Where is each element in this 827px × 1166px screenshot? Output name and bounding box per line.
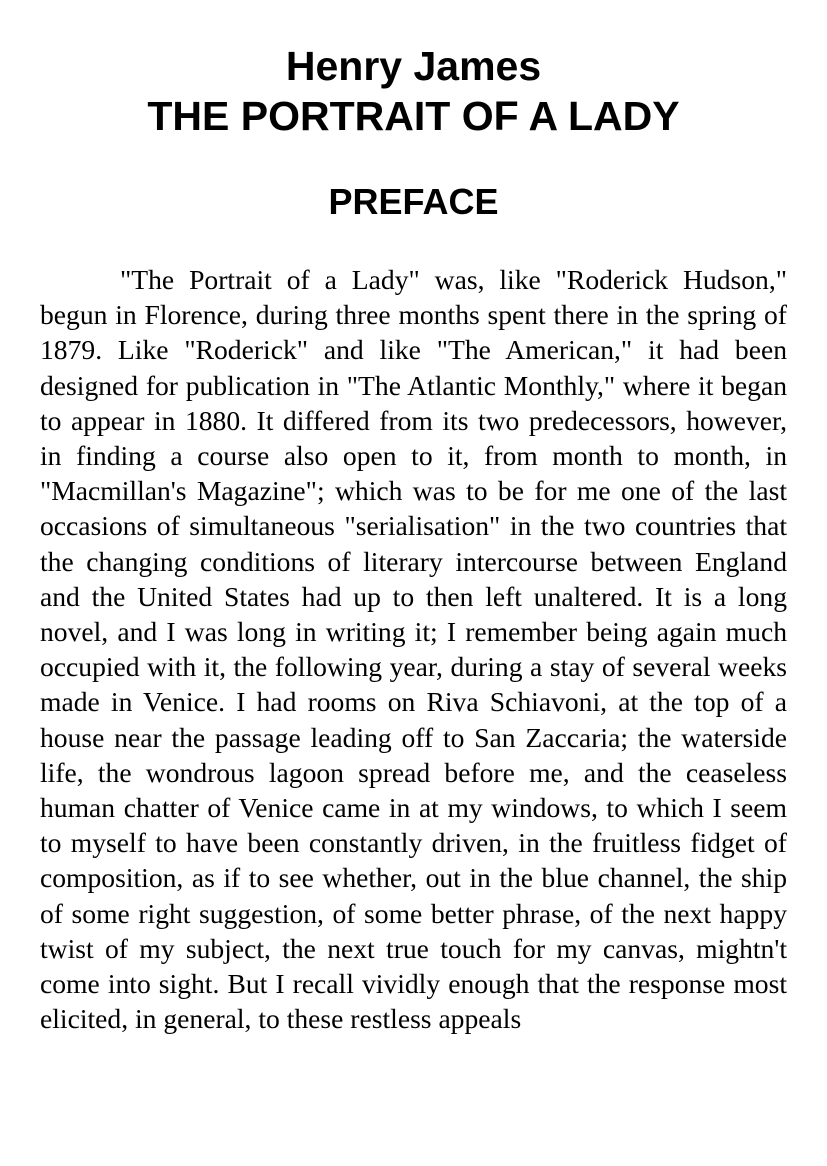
body-paragraph: "The Portrait of a Lady" was, like "Roderick Hudson," begun in Florence, during three months spent there in the spring of 1879. Like "Roderick" and like "The American," it had been designed for publication in "The Atlantic Monthly," where it began to appear in 1880. It differed from its two predecessors, however, in finding a course also open to it, from month to month, in "Macmillan's Magazine"; which was to be for me one of the last occasions of simultaneous "serialisation" in the two countries that the changing conditions of literary intercourse between England and the United States had up to then left unaltered. It is a long novel, and I was long in writing it; I remember being again much occupied with it, the following year, during a stay of several weeks made in Venice. I had rooms on Riva Schiavoni, at the top of a house near the passage leading off to San Zaccaria; the waterside life, the wondrous lagoon spread before me, and the ceaseless human chatter of Venice came in at my windows, to which I seem to myself to have been constantly driven, in the fruitless fidget of composition, as if to see whether, out in the blue channel, the ship of some right suggestion, of some better phrase, of the next happy twist of my subject, the next true touch for my canvas, mightn't come into sight. But I recall vividly enough that the response most elicited, in general, to these restless appeals: [40, 264, 787, 1035]
book-title: THE PORTRAIT OF A LADY: [147, 93, 680, 139]
section-title: PREFACE: [328, 181, 499, 222]
author-name: Henry James: [285, 43, 542, 89]
